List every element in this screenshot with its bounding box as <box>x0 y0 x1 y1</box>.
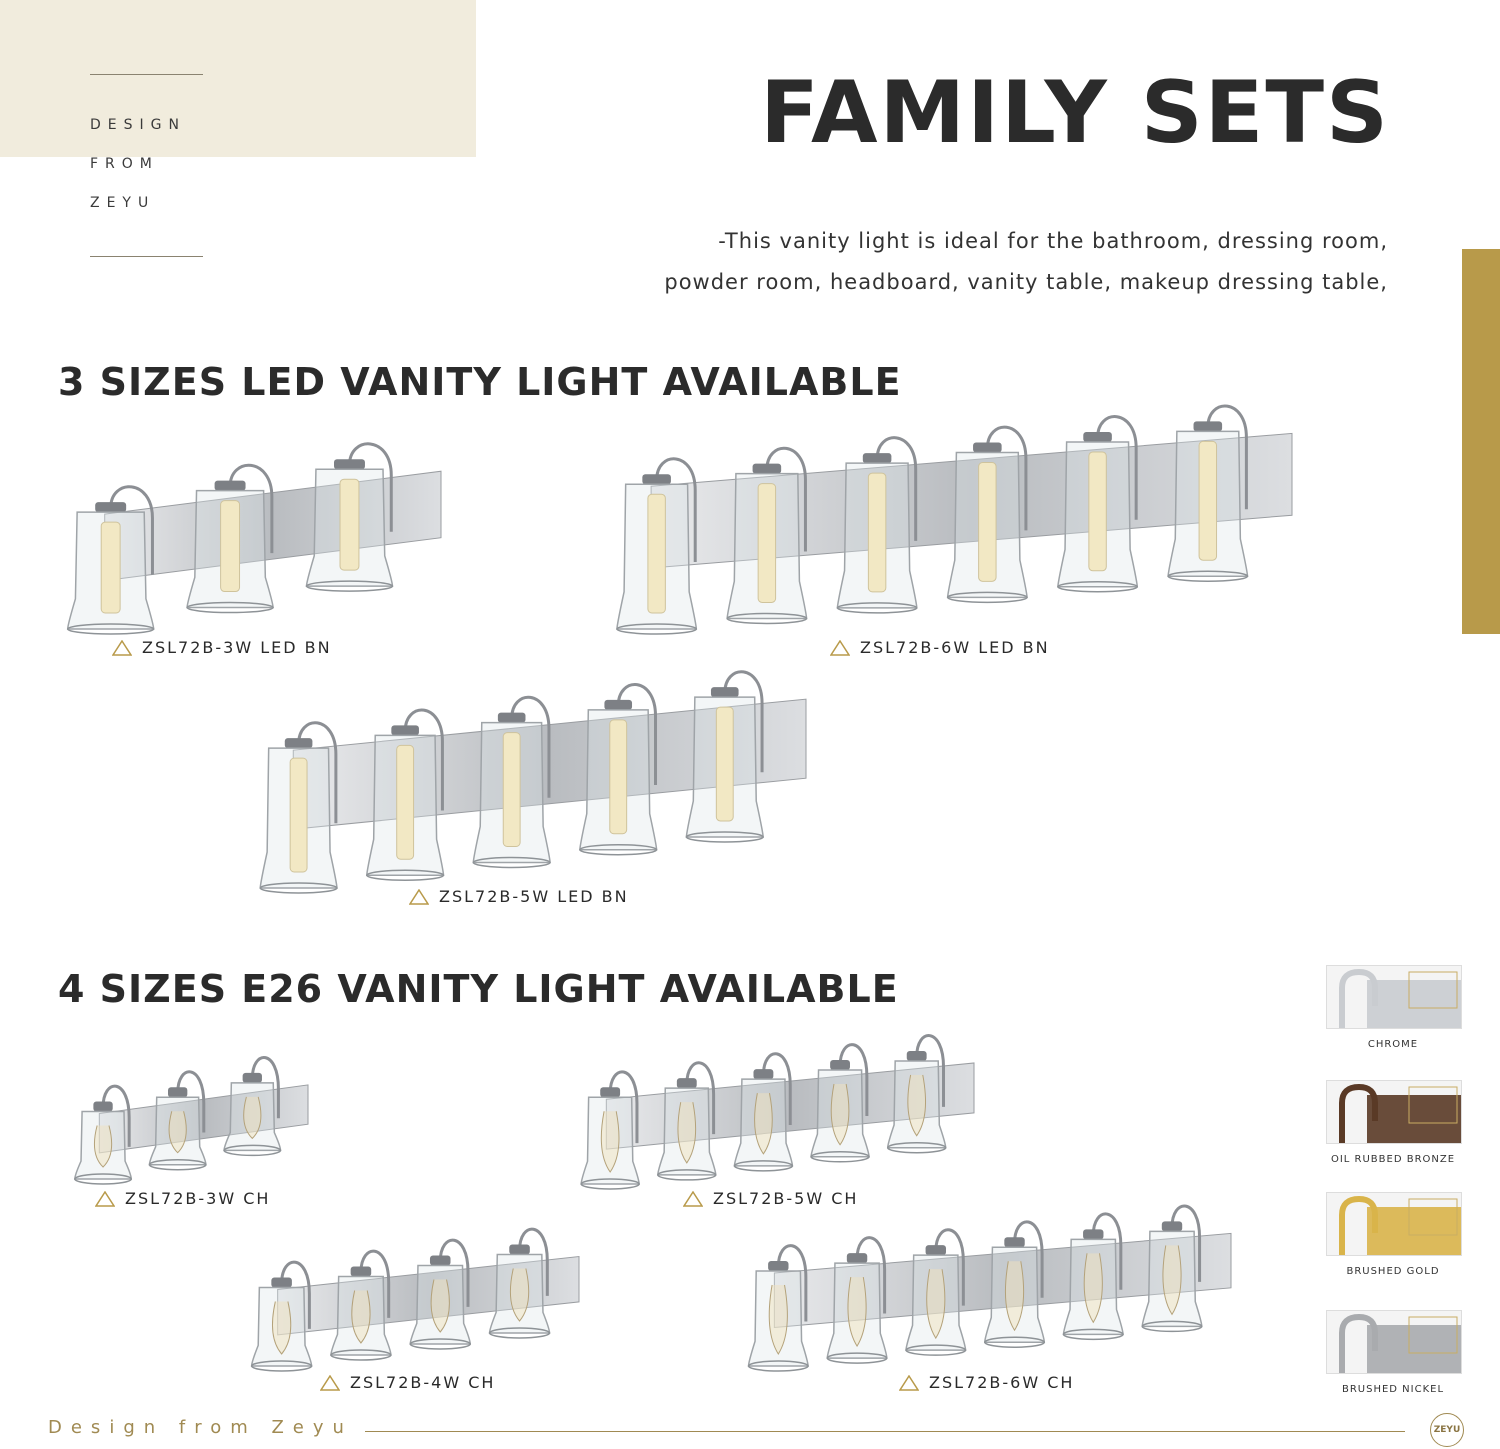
triangle-icon <box>830 640 850 656</box>
divider <box>90 74 203 75</box>
triangle-icon <box>320 1375 340 1391</box>
footer-tagline: Design from Zeyu <box>48 1417 353 1438</box>
light-shade <box>1142 1206 1202 1331</box>
light-shade <box>734 1054 792 1171</box>
brand-line-2: FROM <box>90 156 159 172</box>
light-shade <box>260 723 337 893</box>
triangle-icon <box>899 1375 919 1391</box>
light-shade <box>749 1246 809 1371</box>
finish-swatch <box>1326 1310 1462 1374</box>
light-shade <box>68 487 154 634</box>
light-shade <box>187 465 273 612</box>
fixture-led-5w <box>240 662 810 894</box>
model-label <box>320 1373 495 1392</box>
model-name: ZSL72B-6W LED BN <box>860 638 1050 657</box>
light-shade <box>985 1222 1045 1347</box>
accent-bar <box>1462 249 1500 634</box>
finish-brushed-gold <box>1326 1192 1460 1277</box>
light-shade <box>617 459 696 634</box>
model-name: ZSL72B-4W CH <box>350 1373 496 1392</box>
light-shade <box>410 1240 470 1349</box>
light-shade <box>306 444 392 591</box>
swatch-plate <box>1367 980 1461 1028</box>
light-shade <box>1064 1214 1124 1339</box>
light-shade <box>811 1045 869 1162</box>
light-shade <box>1168 406 1247 581</box>
zeyu-logo: ZEYU <box>1430 1413 1464 1447</box>
fixture-e26-3w <box>62 1055 312 1185</box>
page-title: FAMILY SETS <box>760 63 1390 163</box>
brand-line-3: ZEYU <box>90 195 156 211</box>
triangle-icon <box>683 1191 703 1207</box>
triangle-icon <box>112 640 132 656</box>
light-shade <box>75 1086 131 1184</box>
light-shade <box>658 1063 716 1180</box>
light-shade <box>252 1262 312 1371</box>
model-label <box>95 1189 270 1208</box>
finish-label: CHROME <box>1367 1039 1419 1050</box>
model-name: ZSL72B-3W LED BN <box>142 638 332 657</box>
finish-label: BRUSHED GOLD <box>1346 1266 1440 1277</box>
finish-label: OIL RUBBED BRONZE <box>1330 1154 1456 1165</box>
model-label <box>112 638 332 657</box>
finish-swatch <box>1326 965 1462 1029</box>
fixture-led-3w <box>45 440 445 635</box>
fixture-led-6w <box>596 395 1296 635</box>
e26-section-heading: 4 SIZES E26 VANITY LIGHT AVAILABLE <box>58 967 899 1011</box>
model-name: ZSL72B-3W CH <box>125 1189 271 1208</box>
model-name: ZSL72B-5W CH <box>713 1189 859 1208</box>
swatch-plate <box>1367 1207 1461 1255</box>
finish-swatch <box>1326 1080 1462 1144</box>
light-shade <box>1058 417 1137 592</box>
light-shade <box>727 448 806 623</box>
light-shade <box>827 1238 887 1363</box>
fixture-e26-6w <box>735 1192 1235 1372</box>
model-label <box>899 1373 1074 1392</box>
description-line-1: -This vanity light is ideal for the bathroom, dressing room, <box>718 229 1388 253</box>
triangle-icon <box>409 889 429 905</box>
finish-brushed-nickel <box>1326 1310 1460 1395</box>
triangle-icon <box>95 1191 115 1207</box>
finish-oil-rubbed-bronze <box>1326 1080 1460 1165</box>
model-label <box>409 887 629 906</box>
light-shade <box>686 672 763 842</box>
model-name: ZSL72B-6W CH <box>929 1373 1075 1392</box>
footer-divider <box>365 1431 1405 1432</box>
description-line-2: powder room, headboard, vanity table, makeup dressing table, <box>664 270 1388 294</box>
light-shade <box>367 710 444 880</box>
light-shade <box>473 697 550 867</box>
finish-chrome <box>1326 965 1460 1050</box>
light-shade <box>888 1036 946 1153</box>
light-shade <box>149 1072 205 1170</box>
light-shade <box>581 1072 639 1189</box>
brand-panel <box>0 0 476 157</box>
light-shade <box>948 427 1027 602</box>
light-shade <box>906 1230 966 1355</box>
fixture-e26-5w <box>568 1025 978 1190</box>
model-name: ZSL72B-5W LED BN <box>439 887 629 906</box>
light-shade <box>580 684 657 854</box>
model-label <box>830 638 1050 657</box>
swatch-plate <box>1367 1325 1461 1373</box>
brand-line-1: DESIGN <box>90 117 186 133</box>
finish-swatch <box>1326 1192 1462 1256</box>
led-section-heading: 3 SIZES LED VANITY LIGHT AVAILABLE <box>58 360 902 404</box>
light-shade <box>224 1058 280 1156</box>
light-shade <box>837 438 916 613</box>
swatch-plate <box>1367 1095 1461 1143</box>
fixture-e26-4w <box>238 1222 583 1372</box>
divider <box>90 256 203 257</box>
light-shade <box>490 1229 550 1338</box>
light-shade <box>331 1251 391 1360</box>
finish-label: BRUSHED NICKEL <box>1341 1384 1445 1395</box>
